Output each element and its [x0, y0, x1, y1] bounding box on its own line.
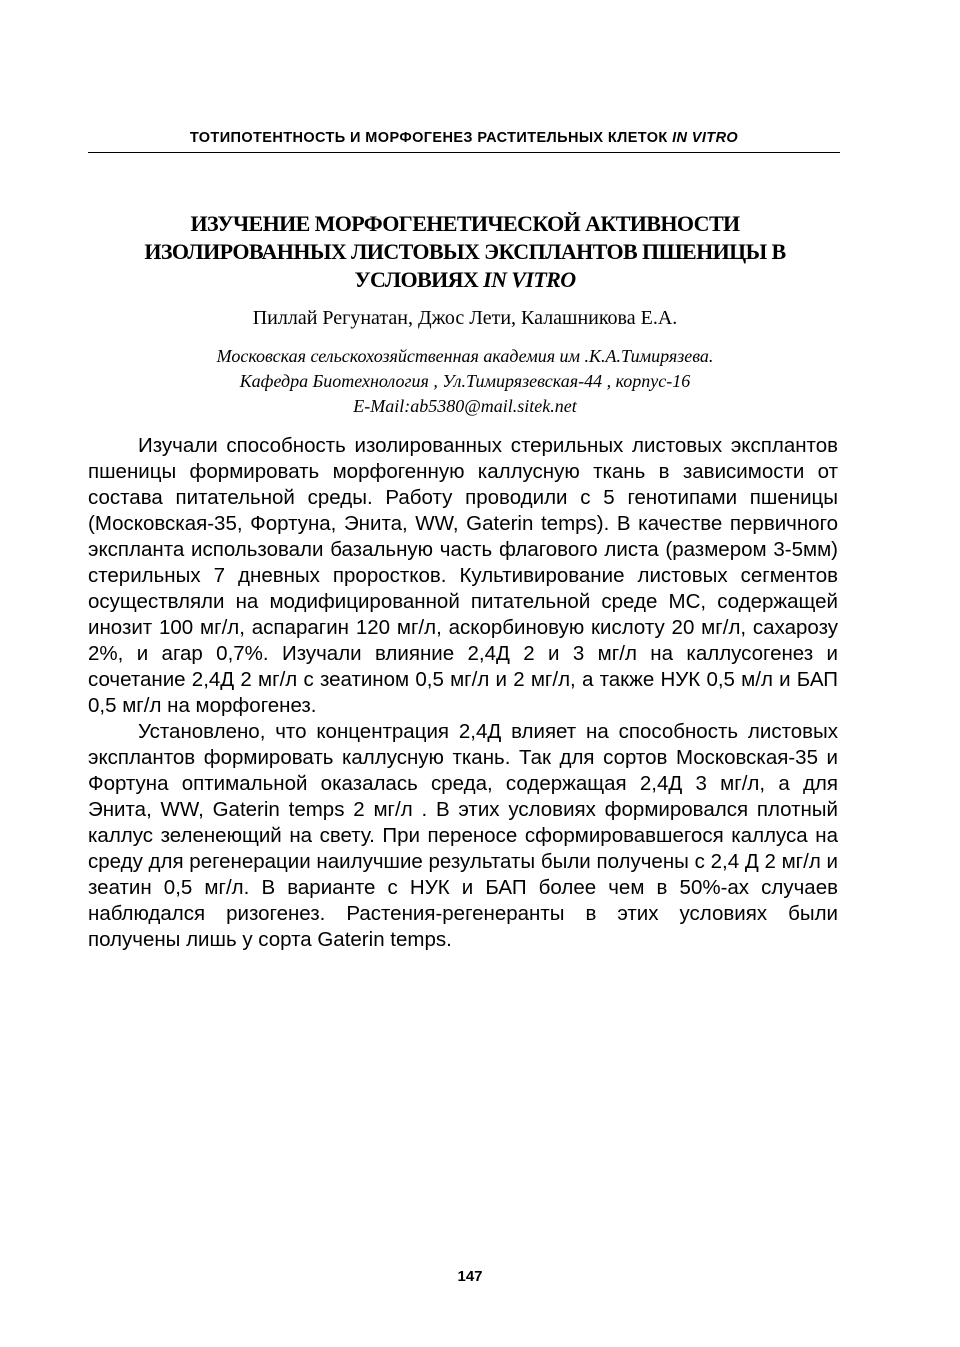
- authors: Пиллай Регунатан, Джос Лети, Калашникова Е.А.: [252, 307, 678, 329]
- article-title: [90, 210, 840, 294]
- affiliation: [90, 344, 840, 419]
- affiliation-email: E-Mail:ab5380@mail.sitek.net: [353, 396, 577, 416]
- abstract-body: [88, 433, 838, 953]
- running-header-italic: IN VITRO: [672, 130, 739, 146]
- paragraph-1: Изучали способность изолированных стерильных листовых эксплантов пшеницы формировать морфогенную каллусную ткань в зависимости от состава питательной среды. Работу проводили с 5 генотипами пшеницы (Московская-35, Фортуна, Энита, WW, Gaterin temps). В качестве первичного экспланта использовали базальную часть флагового листа (размером 3-5мм) стерильных 7 дневных проростков. Культивирование листовых сегментов осуществляли на модифицированной питательной среде МС, содержащей инозит 100 мг/л, аспарагин 120 мг/л, аскорбиновую кислоту 20 мг/л, сахарозу 2%, и агар 0,7%. Изучали влияние 2,4Д 2 и 3 мг/л на каллусогенез и сочетание 2,4Д 2 мг/л с зеатином 0,5 мг/л и 2 мг/л, а также НУК 0,5 м/л и БАП 0,5 мг/л на морфогенез.: [88, 434, 838, 717]
- running-header-text: ТОТИПОТЕНТНОСТЬ И МОРФОГЕНЕЗ РАСТИТЕЛЬНЫХ КЛЕТОК: [189, 130, 668, 146]
- paragraph-2: Установлено, что концентрация 2,4Д влияет на способность листовых эксплантов формировать каллусную ткань. Так для сортов Московская-35 и Фортуна оптимальной оказалась среда, содержащая 2,4Д 3 мг/л, а для Энита, WW, Gaterin temps 2 мг/л . В этих условиях формировался плотный каллус зеленеющий на свету. При переносе сформировавшегося каллуса на среду для регенерации наилучшие результаты были получены с 2,4 Д 2 мг/л и зеатин 0,5 мг/л. В варианте с НУК и БАП более чем в 50%-ах случаев наблюдался ризогенез. Растения-регенеранты в этих условиях были получены лишь у сорта Gaterin temps.: [88, 720, 838, 951]
- affiliation-line-1: Московская сельскохозяйственная академия им .К.А.Тимирязева.: [216, 346, 714, 366]
- page-number: 147: [457, 1268, 483, 1285]
- article-title-text: ИЗУЧЕНИЕ МОРФОГЕНЕТИЧЕСКОЙ АКТИВНОСТИ ИЗОЛИРОВАННЫХ ЛИСТОВЫХ ЭКСПЛАНТОВ ПШЕНИЦЫ В УСЛОВИЯХ: [144, 211, 786, 292]
- affiliation-line-2: Кафедра Биотехнология , Ул.Тимирязевская-44 , корпус-16: [239, 371, 691, 391]
- header-rule: [88, 152, 840, 153]
- article-title-italic: IN VITRO: [483, 267, 576, 292]
- running-header: [88, 130, 840, 146]
